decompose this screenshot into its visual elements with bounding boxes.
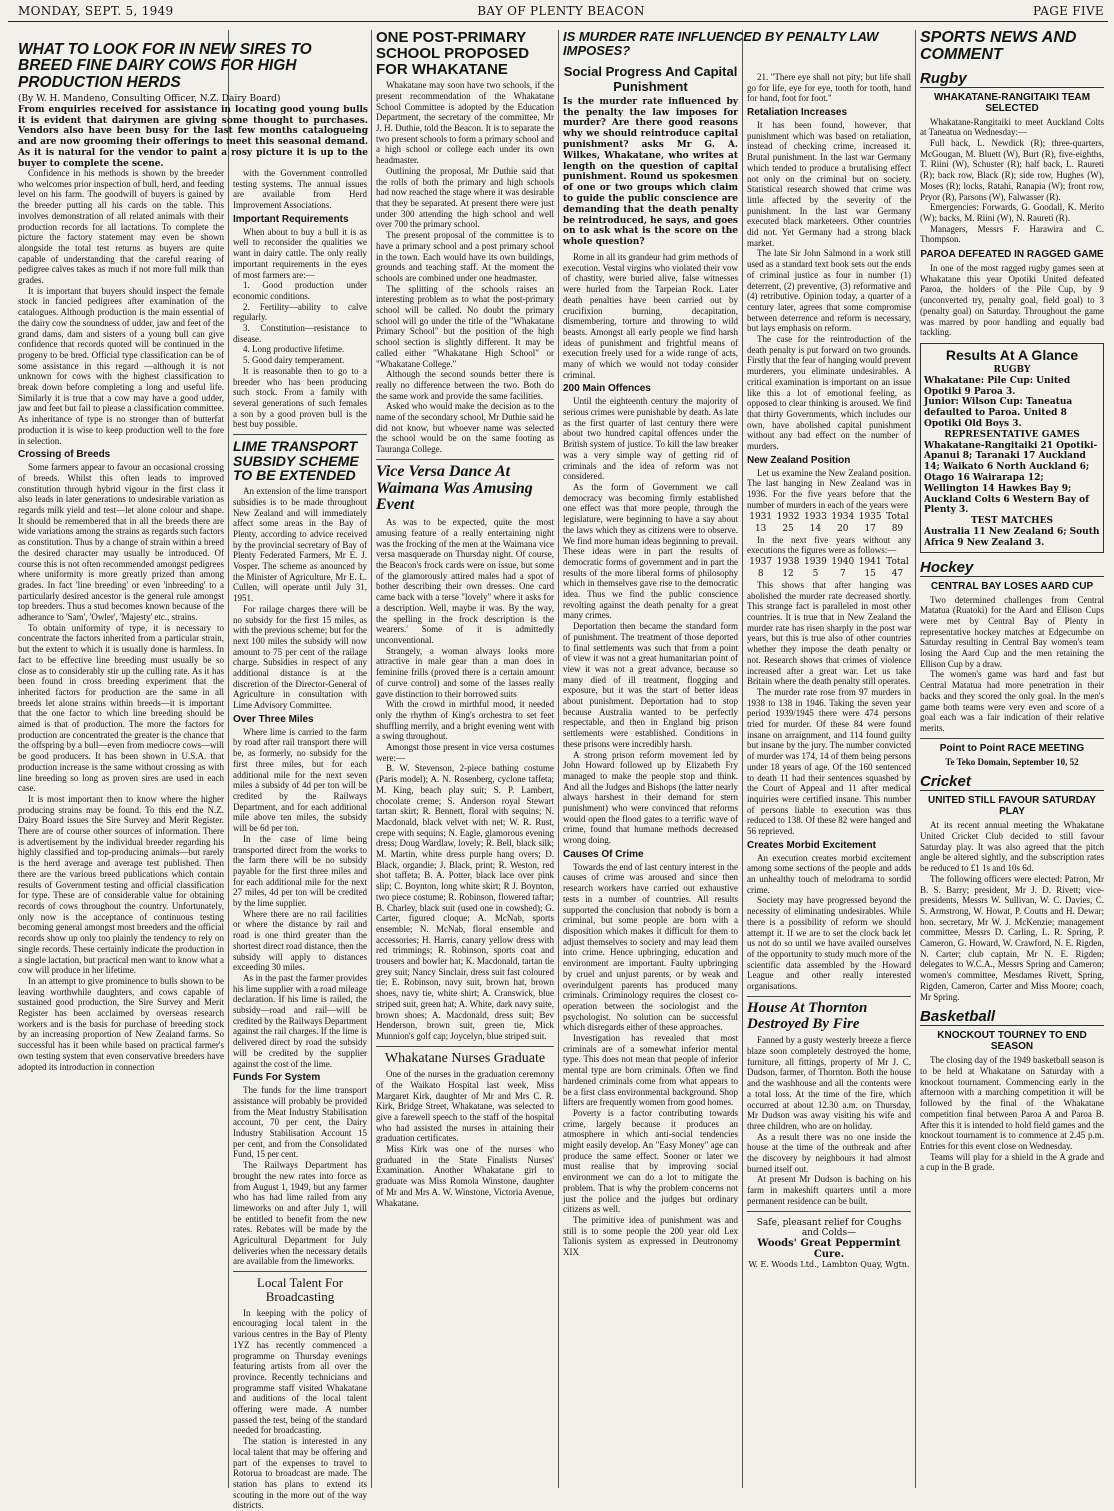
divider bbox=[747, 1211, 911, 1212]
article-paragraph: Full back, L. Newdick (R); three-quarters, McGougan, M. Bluett (W), Burt (R), five-eighths, T. Riini (W), Schuster (R); half back, L. Raureti (R); back row, Black (R); side row, Hughes (W), Moses (R); locks, Ratahi, Ranapia (W); front row, Pryor (R), Parsons (W), Falwasser (R). bbox=[920, 138, 1104, 202]
article-paragraph: Let us examine the New Zealand position. The last hanging in New Zealand was in 1936. For the five years before that the number of murders in each of the years were bbox=[747, 467, 911, 510]
article-paragraph: As a result there was no one inside the house at the time of the outbreak and after the discovery by neighbours it had almost burned itself out. bbox=[747, 1131, 911, 1174]
article-paragraph: The women's game was hard and fast but Central Matatua had more penetration in their backs and they scored the only goal. In the men's game both teams were very even and score of a goal each was a fair indication of their relative merits. bbox=[920, 669, 1104, 733]
advertisement bbox=[747, 1218, 911, 1269]
article-paragraph: It has been found, however, that punishment which was based on retaliation, instead of checking crime, increased it. Brutal punishment. In the last war Germany which tended to produce a brutalising effect not only on the criminal but on society. Statistical research showed that crime was little affected by the severity of the punishment. In the last war Germany executed black marketeers. Other countries did not. Yet Germany had a strong black market. bbox=[747, 120, 911, 248]
table-cell: 14 bbox=[809, 523, 822, 534]
table-cell: 1939 bbox=[803, 556, 827, 567]
table-cell: 20 bbox=[837, 523, 849, 534]
result-line: TEST MATCHES bbox=[970, 516, 1054, 527]
murders-table-before bbox=[747, 511, 911, 535]
masthead-rule bbox=[8, 21, 1108, 22]
table-cell: 1941 bbox=[858, 556, 882, 567]
subhead-crossing: Crossing of Breeds bbox=[18, 449, 111, 461]
table-cell: 12 bbox=[782, 568, 794, 579]
nurses-headline: Whakatane Nurses Graduate bbox=[384, 1050, 546, 1066]
article-paragraph: Asked who would make the decision as to the name of the secondary school, Mr Duthie said he did not know, but whoever name was selected the school would be on the same footing as Tauranga College. bbox=[376, 401, 554, 455]
subhead-causes: Causes Of Crime bbox=[563, 848, 644, 860]
table-cell: 17 bbox=[864, 523, 876, 534]
table-cell: 89 bbox=[891, 523, 904, 534]
school-headline: ONE POST-PRIMARY SCHOOL PROPOSED FOR WHAKATANE bbox=[376, 29, 530, 78]
article-paragraph: Fanned by a gusty westerly breeze a fierce blaze soon completely destroyed the home, furniture, all fittings, property of Mr J. C. Dudson, farmer, of Thornton. Both the house and the washhouse and all the contents were a total loss. At the time of the fire, which occurred at about 12.30 a.m. on Thursday, Mr Dudson was away visiting his wife and three children, who are on holiday. bbox=[747, 1035, 911, 1131]
sires-header bbox=[18, 30, 368, 190]
table-cell: 7 bbox=[839, 568, 846, 579]
result-line: Australia 11 New Zealand 6; South Africa 9 New Zealand 3. bbox=[924, 526, 1100, 548]
table-row bbox=[747, 511, 911, 523]
lime-headline: LIME TRANSPORT SUBSIDY SCHEME TO BE EXTENDED bbox=[233, 438, 359, 484]
nz-mid-text: In the next five years without any executions the figures were as follows:— bbox=[747, 534, 911, 556]
table-cell: 15 bbox=[864, 568, 876, 579]
subhead-retaliation: Retaliation Increases bbox=[747, 107, 848, 119]
column-sports bbox=[920, 30, 1104, 1488]
article-paragraph: B. W. Stevenson, 2-piece bathing costume (Paris model); A. N. Rosenberg, cyclone taffeta; M. King, beach play suit; S. P. Lambert, chocolate creme; S. Anderson royal Stewart tartan skirt; R. Bennett, floral with sequins; N. Macdonald, black velvet with net; W. R. Rust, crepe with sequins; N. Eagle, glamorous evening dress; Doug Wardlaw, lovely; R. Bell, black silk; M. Martin, white dress purple hang overs; D. Black, organdie; J. Black, print; R. Weston, red shot taffeta; B. A. Potter, black lace over pink slip; C. Boynton, long white skirt; R J. Boynton, two piece costume; R. Robinson, flowered taftar; B. Charley, black suit (used one in cowshed); G. Carter, figured cloque; A. McNab, sports ensemble; N. McNab, floral ensemble and accessories; H. Harris, canary yellow dress with red trimmings; R. Robinson, sports coat and trousers and bowler hat; K. Macdonald, tartan tie grey suit; Nancy Sinclair, dress suit fast coloured tie; E. Robinson, navy suit, brown hat, brown shoes, navy tie, white shirt; A. Cranswick, blue striped suit, green hat; A. White, dark navy suite, brown shoes; A. Macdonald, dress suit; Bev Henderson, brown suit, green tie, Mick Munnion's golf cap; Joycelyn, blue striped suit. bbox=[376, 763, 554, 1041]
issue-date: MONDAY, SEPT. 5, 1949 bbox=[18, 4, 174, 18]
murder-headline: IS MURDER RATE INFLUENCED BY PENALTY LAW IMPOSES? bbox=[563, 29, 879, 58]
divider bbox=[376, 1046, 554, 1047]
table-cell: 47 bbox=[891, 568, 904, 579]
article-paragraph: Deportation then became the standard form of punishment. The treatment of those deported to final settlements was such that from a point of view it was not a great humanitarian point of view it was not a great advance, because so many died of ill treatment, flogging and exposure, but it was the start of better ideas about punishment. Deportation had to stop because Australia wanted to be perfectly respectable, and then in England big prison settlements were established. Conditions in these prisons were incredibly harsh. bbox=[563, 621, 738, 749]
section-basketball: Basketball bbox=[920, 1008, 1104, 1026]
column-3 bbox=[376, 30, 554, 1488]
page-number: PAGE FIVE bbox=[1033, 4, 1104, 18]
murder-subtitle: Social Progress And Capital Punishment bbox=[563, 64, 738, 94]
table-cell: 1934 bbox=[831, 511, 855, 522]
article-paragraph: When about to buy a bull it is as well to reconsider the qualities we want in dairy cattle. The only really important requirements in the eyes of most farmers are:— bbox=[233, 226, 367, 280]
article-paragraph: In one of the most ragged rugby games seen at Whakatane this year Opotiki United defeated Paroa, the holders of the Pile Cup, by 9 (unconverted try, penalty goal, field goal) to 3 (penalty goal) on Saturday. Throughout the game was marred by poor handling and equally bad tackling. bbox=[920, 263, 1104, 338]
article-paragraph: Two determined challenges from Central Matatua (Ruatoki) for the Aard and Ellison Cups were met by Central Bay of Plenty in representative hockey matches at Edgecumbe on Saturday resulting in Central Bay women's team losing the Aard Cup and the men retaining the Ellison Cup by a draw. bbox=[920, 594, 1104, 669]
table-cell: 1935 bbox=[858, 511, 882, 522]
divider bbox=[233, 1271, 367, 1272]
column-rule bbox=[915, 30, 916, 1488]
article-paragraph: With the crowd in mirthful mood, it needed only the rhythm of King's orchestra to set feet shuffling merrily, and a bright evening went with a swing throughout. bbox=[376, 699, 554, 742]
sports-title: SPORTS NEWS AND COMMENT bbox=[920, 29, 1077, 63]
article-paragraph: It is most important then to know where the higher producing strains may be found. To this end the N.Z. Dairy Board issues the Sire Survey and Merit Register. There are of course other sources of information. There is advertisement by the individual breeder regarding his highly classified and top-producing animals—but rarely is the herd average and average test published. Then there are the various breed publications which contain results of Government testing and official classification for type. These are of considerable value for obtaining records of cows throughout the country. Unfortunately, only now is the acceptance of continuous testing becoming general amongst most breeders and the official records show up only too plainly the tendency to rely on single records. These certainly indicate the production in a single lactation, but practical men want to know what a cow will produce in her lifetime. bbox=[18, 793, 225, 976]
article-paragraph: In the case of lime being transported direct from the works to the farm there will be no subsidy payable for the first three miles and for each additional mile for the next 27 miles, 4d per ton will be credited by the lime supplier. bbox=[233, 833, 367, 909]
article-paragraph: As was to be expected, quite the most amusing feature of a really entertaining night was the frocking of the men at the Waimana vice versa masquerade on Thursday night. Of course, the Beacon's frock cards were on issue, but some of the glamorously attired males had a spot of bother describing their own dresses. One card came back with a terse "lovely" where it asks for a description. Well, maybe it was. By the way, the spelling in the frock description is the wearers.' Some of it is admittedly unconventional. bbox=[376, 517, 554, 645]
sires-headline: WHAT TO LOOK FOR IN NEW SIRES TO BREED FINE DAIRY COWS FOR HIGH PRODUCTION HERDS bbox=[18, 41, 312, 91]
result-line: Whakatane-Rangitaiki 21 Opotiki-Apanui 8; Taranaki 17 Auckland 14; Waikato 6 North Auckland 6; Otago 16 Wairarapa 12; Wellington 14 Hawkes Bay 9; Auckland Colts 6 Western Bay of Plenty 3. bbox=[924, 440, 1098, 516]
article-paragraph: Strangely, a woman always looks more attractive in male gear than a man does in feminine frills (proved there is a certain amount of curve control) and some of the lasses really gave distinction to their borrowed suits bbox=[376, 645, 554, 699]
murders-table-after bbox=[747, 556, 911, 580]
article-paragraph: The present proposal of the committee is to have a primary school and a post primary school in the town. Each would have its own buildings, grounds and teaching staff. At the moment the schools are combined under one headmaster. bbox=[376, 230, 554, 283]
article-paragraph: Amongst those present in vice versa costumes were:— bbox=[376, 742, 554, 763]
subhead-morbid: Creates Morbid Excitement bbox=[747, 839, 876, 851]
article-paragraph: Poverty is a factor contributing towards crime, largely because it produces an atmosphere in which anti-social tendencies might easily develop. An "Easy Money" age can produce the same effect. Sooner or later we must realise that by improving social environment we can do a lot to mitigate the problem. That is why the problem concerns not just the police and the judges but ordinary citizens as well. bbox=[563, 1107, 738, 1215]
column-2 bbox=[233, 168, 367, 1511]
article-paragraph: The following officers were elected: Patron, Mr B. S. Barry; president, Mr J. D. Rivett; vice-presidents, Messrs W. Sullivan, W. C. Davies, C. S. Armstrong, W. Howat, P. Coutts and H. Dewar; hon. secretary, Mr W. J. McKenzie; management committee, Messrs D. Carling, L. R. Spring, P. Cameron, G. Howard, W. Crawford, N. E. Rigden, N. Carter; club captain, Mr N. E. Rigden; delegates to W.C.A., Messrs Spring and Cameron; women's committee, Mesdames Rivett, Spring, Rigden, Cameron, Carter and Miss Moore; coach, Mr Spring. bbox=[920, 873, 1104, 1002]
article-paragraph: 1. Good production under economic conditions. bbox=[233, 280, 367, 301]
section-hockey: Hockey bbox=[920, 559, 1104, 577]
subhead-three-miles: Over Three Miles bbox=[233, 713, 314, 725]
cricket-headline: UNITED STILL FAVOUR SATURDAY PLAY bbox=[928, 795, 1096, 818]
article-paragraph: The murder rate rose from 97 murders in 1938 to 138 in 1946. Taking the seven year period 1939/1945 there were 474 persons tried for murder. Of these 84 were found insane on arraignment, and 114 found guilty but insane by the jury. The number convicted of murder was 174, 14 of them being persons under 18 years of age. Of the 160 sentenced to death 11 had their sentences squashed by the Court of Appeal and 11 after medical inquiries were certified insane. This number of persons liable to execution was thus reduced to 138. Of these 82 were hanged and 56 reprieved. bbox=[747, 686, 911, 837]
article-paragraph: Although the second sounds better there is really no difference between the two. Both do the same work and provide the same facilities. bbox=[376, 369, 554, 401]
column-rule bbox=[742, 30, 743, 1488]
article-paragraph: Outlining the proposal, Mr Duthie said that the rolls of both the primary and high schools had now reached the stage where it was desirable that they be separated. At present there were just under 300 attending the high school and well over 700 the primary school. bbox=[376, 165, 554, 230]
subhead-requirements: Important Requirements bbox=[233, 213, 349, 225]
divider bbox=[376, 459, 554, 460]
column-rule bbox=[228, 30, 229, 1488]
article-paragraph: The funds for the lime transport assistance will probably be provided from the Meat Industry Stabilisation account, 70 per cent, the Dairy Industry Stabilisation Account 15 per cent, and from the Consolidated Fund, 15 per cent. bbox=[233, 1085, 367, 1160]
article-paragraph: 5. Good dairy temperament. bbox=[243, 355, 345, 366]
sires-lead: From enquiries received for assistance in locating good young bulls it is evident that dairymen are giving some thought to purchases. Vendors also have been busy for the last few months catalogueing and are now grooming their offerings to meet this seasonal demand. As it is natural for the vendor to paint a rosy picture it is up to the buyer to complete the scene. bbox=[18, 104, 368, 169]
article-paragraph: The Railways Department has brought the new rates into force as from August 1, 1949, but any farmer who has had lime railed from any limeworks on and after July 1, will be entitled to benefit from the new rates. Rebates will be made by the Agricultural Department for July deliveries when the necessary details are available from the limeworks. bbox=[233, 1160, 367, 1267]
section-cricket: Cricket bbox=[920, 773, 1104, 791]
article-paragraph: 4. Long productive lifetime. bbox=[243, 344, 345, 355]
article-paragraph: The station is interested in any local talent that may be offering and part of the expenses to travel to Rotorua to broadcast are made. The station has plans to extend its scouting in the more out of the way districts. bbox=[233, 1436, 367, 1511]
article-paragraph: This shows that after hanging was abolished the murder rate decreased shortly. This strange fact is paralleled in most other countries. It is true that in New Zealand the murder rate has risen sharply in the post war years, but this is true also of other countries whether they impose the death penalty or not. Research shows that crimes of violence increased after a great war. Let us take Britain where the death penalty still operates. bbox=[747, 579, 911, 687]
table-cell: 1933 bbox=[803, 511, 827, 522]
article-paragraph: 21. "There eye shall not pity; but life shall go for life, eye for eye, tooth for tooth, hand for hand, foot for foot." bbox=[747, 72, 911, 104]
divider bbox=[233, 434, 367, 435]
article-paragraph: Towards the end of last century interest in the causes of crime was aroused and since then research workers have carried out exhaustive tests in a number of countries. All results supported the conclusion that nobody is born a criminal, but some people are born with a disposition which makes it difficult for them to adjust themselves to society and may lead them into crime. Hence upbringing, education and environment are important. Faulty upbringing by cruel and unjust parents, or by weak and overindulgent parents has produced many criminals. Criminology requires the closest co-operation between the sociologist and the psychologist. No solution can be successful which disregards either of these approaches. bbox=[563, 861, 738, 1033]
results-title: Results At A Glance bbox=[945, 346, 1079, 363]
masthead bbox=[18, 4, 1104, 20]
article-paragraph: In keeping with the policy of encouraging local talent in the various centres in the Bay of Plenty 1YZ has recently commenced a programme on Thursday evenings featuring artists from all over the province. Recently technicians and programme staff visited Whakatane and auditions of the local talent offering were made. A number passed the test, being of the standard needed for broadcasting. bbox=[233, 1307, 367, 1436]
fire-headline: House At Thornton Destroyed By Fire bbox=[747, 999, 868, 1032]
subhead-funds: Funds For System bbox=[233, 1072, 321, 1084]
table-cell: 1932 bbox=[776, 511, 800, 522]
table-cell: 8 bbox=[757, 568, 764, 579]
table-cell: 25 bbox=[782, 523, 794, 534]
article-paragraph: 3. Constitution—resistance to disease. bbox=[233, 323, 367, 344]
table-cell: Total bbox=[886, 556, 909, 567]
article-paragraph: Whakatane-Rangitaiki to meet Auckland Colts at Taneatua on Wednesday:— bbox=[920, 116, 1104, 138]
article-paragraph: To obtain uniformity of type, it is necessary to concentrate the factors inherited from a particular strain, but the extent to which it is usually done is harmless. In fact to be effective line breeding must usually be so close as to considerably stir up the culling rate. As it has been found in cross breeding experiment that the inherited factors for production are the same in all breeds let alone strains within breeds—it is important that the one factor to which line breeding should be aimed is that of production. The more the factors for production are concentrated the greater is the chance that the offspring by a bull—even from mediocre cows—will be good producers. It has been shown in U.S.A. that production increase is the same without crossing as with line breeding so long as proven sires are used in each case. bbox=[18, 622, 224, 794]
article-paragraph: At its recent annual meeting the Whakatane United Cricket Club decided to still favour Saturday play. It was also agreed that the pitch angle be altered sightly, and the subscription rates be reduced to £1 1s and 10s 6d. bbox=[920, 820, 1104, 874]
article-paragraph: Teams will play for a shield in the A grade and a cup in the B grade. bbox=[920, 1151, 1104, 1173]
table-cell: 13 bbox=[754, 523, 767, 534]
article-paragraph: The closing day of the 1949 basketball season is to be held at Whakatane on Saturday with a knockout tournament. Commencing early in the afternoon with a marching competition it will be followed by the final of the Whakatane competition final between Paroa A and Paroa B. After this it is intended to hold field games and the knockout tournament is to commence at 2.45 p.m. Entries for this event close on Wednesday. bbox=[920, 1055, 1104, 1151]
article-paragraph: Rome in all its grandeur had grim methods of execution. Vestal virgins who violated their vow of chastity, were buried alive, false witnesses were hurled from the Tarpeian Rock. Later death penalties have been carried out by crucifixion burning, decapitation, dismembering, torture and throwing to wild beasts. Amongst all early people we find harsh ideas of punishment and frightful means of execution freely used for a wide range of acts, many of which we would not today consider criminal. bbox=[563, 252, 738, 380]
article-paragraph: As in the past the farmer provides his lime supplier with a road mileage declaration. If his lime is railed, the subsidy—road and rail—will be credited by the Railways Department against the rail charges. If the lime is delivered direct by road the subsidy will be credited by the supplier against the cost of the lime. bbox=[233, 972, 367, 1069]
ad-company: W. E. Woods Ltd., Lambton Quay, Wgtn. bbox=[748, 1259, 910, 1269]
results-box bbox=[920, 343, 1104, 553]
section-rugby: Rugby bbox=[920, 70, 1104, 88]
article-paragraph: A strong prison reform movement led by John Howard followed up by Elizabeth Fry managed to make the people stop and think. And all the Judges and Bishops (the latter nearly always harshest in their demand for stern punishment) who were convinced that reforms would open the flood gates to a terrific wave of crime, found that humane methods decreased wrong doing. bbox=[563, 749, 738, 846]
article-paragraph: with the Government controlled testing systems. The annual issues are available from Herd Improvement Associations. bbox=[233, 168, 367, 211]
table-cell: 1937 bbox=[749, 556, 773, 567]
dance-headline: Vice Versa Dance At Waimana Was Amusing Event bbox=[376, 462, 533, 514]
result-line: REPRESENTATIVE GAMES bbox=[944, 429, 1080, 440]
article-paragraph: The case for the reintroduction of the death penalty is put forward on two grounds. Firstly that the fear of hanging would prevent murderers, you eliminate undesirables. A critical examination is important on an issue like this a lot of emotional feeling, as opposed to clear thinking is aroused. We find that thirty Governments, which includes our own, have abolished capital punishment without any bad effect on the number of murders. bbox=[747, 334, 911, 452]
race-details: Te Teko Domain, September 10, 52 bbox=[945, 756, 1079, 767]
divider bbox=[920, 738, 1104, 739]
column-rule bbox=[558, 30, 559, 1488]
column-1 bbox=[18, 168, 224, 1488]
article-paragraph: Where lime is carried to the farm by road after rail transport there will be, as formerly, no subsidy for the first three miles, but for each additional mile for the next seven miles a subsidy of 4d per ton will be credited by the Railways Department, and for each additional mile above ten miles, the subsidy will be 6d per ton. bbox=[233, 726, 367, 834]
article-paragraph: The late Sir John Salmond in a work still used as a standard text book sets out the ends of criminal justice as four in number (1) deterrent, (2) preventive, (3) reformative and (4) retributive. Opinion today, a quarter of a century later, agrees that some compromise between deterrence and reform is necessary, but lays emphasis on reform. bbox=[747, 248, 911, 334]
article-paragraph: Investigation has revealed that most criminals are of a somewhat inferior mental type. This does not mean that people of inferior mental type are born criminals. Often we find hardened criminals come from what appears to be a first class environmental background. Shop lifters are frequently women from good homes. bbox=[563, 1033, 738, 1108]
column-5 bbox=[747, 72, 911, 1488]
table-cell: 1938 bbox=[776, 556, 800, 567]
aard-headline: CENTRAL BAY LOSES AARD CUP bbox=[930, 580, 1094, 592]
article-paragraph: The splitting of the schools raises an interesting problem as to what the post-primary school will be called. No doubt the primary school will go under the title of the "Whakatane Primary School" but the position of the high school section is slightly different. It may be called either "Whakatane High School" or "Whakatane College." bbox=[376, 283, 554, 369]
article-paragraph: An extension of the lime transport subsidies is to be made throughout New Zealand and will immediately affect some areas in the Bay of Plenty, according to advice received by the provincial secretary of Bay of Plenty Federated Farmers, Mr E. J. Vosper. The scheme as anounced by the Minister of Agriculture, Mr E. L. Cullen, will operate until July 31, 1951. bbox=[233, 486, 367, 604]
subhead-nz-position: New Zealand Position bbox=[747, 454, 851, 466]
article-paragraph: In an attempt to give prominence to bulls shown to be leaving worthwhile daughters, and cows capable of sustained good production, the Sire Survey and Merit Register has been acclaimed by overseas research workers and is the basis for purchase of breeding stock by an increasing proportion of New Zealand farms. So successful has it been while based on practical farmer's own testing system that even conservative breeders have adopted its introduction in connection bbox=[18, 975, 224, 1072]
article-paragraph: Some farmers appear to favour an occasional crossing of breeds. Whilst this often leads to improved constitution through hybrid vigour in the first class it also leads in later generations to undesirable variation as regards milk yield and test—let alone colour and shape. It should be remembered that in all the breeds there are wide variations among the strains as regards such factors as constitution. Thus by a change of strain within a breed the desired character may usually be introduced. Of course this is not often recommended amongst pedigrees where uniformity is more greatly prized than among grades. In fact 'line breeding' or even 'inbreeding' to a particularly desired ancestor is the general rule amongst top breeders. Thus a stud becomes known because of the adherance to 'Sam', 'Owler', 'Majesty' etc., strains. bbox=[18, 462, 224, 623]
race-headline: Point to Point RACE MEETING bbox=[939, 742, 1085, 754]
murder-lead: Is the murder rate influenced by the penalty the law imposes for murder? Are there good reasons why we should reintroduce capital punishment? asks Mr G. A. Wilkes, Whakatane, who writes at length on the question of capital punishment. Round us spokesmen of one or two groups which claim to guide the public conscience are demanding that the death penalty be reintroduced, he says, and goes on to ask what is the score on the whole question? bbox=[563, 96, 738, 248]
article-paragraph: One of the nurses in the graduation ceremony of the Waikato Hospital last week, Miss Margaret Kirk, daughter of Mr and Mrs C. R. Kirk, Bridge Street, Whakatane, was selected to give a farewell speech to the staff of the hospital who had assisted the nurses in attaining their graduation certificates. bbox=[376, 1069, 554, 1144]
subhead-offences: 200 Main Offences bbox=[563, 383, 651, 395]
table-row bbox=[747, 568, 911, 580]
result-line: RUGBY bbox=[993, 364, 1031, 375]
team-headline: WHAKATANE-RANGITAIKI TEAM SELECTED bbox=[933, 91, 1091, 114]
table-cell: 1931 bbox=[749, 511, 773, 522]
divider bbox=[747, 996, 911, 997]
result-line: Whakatane: Pile Cup: United Opotiki 9 Paroa 3. bbox=[924, 375, 1071, 397]
article-paragraph: Emergencies: Forwards, G. Goodall, K. Merito (W); backs, M. Riini (W), N. Raureti (R). bbox=[920, 202, 1104, 223]
article-paragraph: The primitive idea of punishment was and still is to some people the 200 year old Lex Talionis system as expressed in Deutronomy XIX bbox=[563, 1214, 738, 1258]
article-paragraph: Miss Kirk was one of the nurses who graduated in the State Finalists Nurses' Examination. Another Whakatane girl to graduate was Miss Romola Winstone, daughter of Mr and Mrs A. W. Winstone, Victoria Avenue, Whakatane. bbox=[376, 1144, 554, 1208]
knockout-headline: KNOCKOUT TOURNEY TO END SEASON bbox=[937, 1030, 1087, 1053]
column-rule bbox=[371, 30, 372, 1488]
article-paragraph: At present Mr Dudson is baching on his farm in makeshift quarters until a more permanent residence can be built. bbox=[747, 1174, 911, 1206]
article-paragraph: Managers, Messrs F. Harawira and C. Thompson. bbox=[920, 223, 1104, 245]
ad-product: Woods' Great Peppermint Cure. bbox=[757, 1237, 901, 1260]
article-paragraph: Whakatane may soon have two schools, if the present recommendation of the Whakatane School Committee is adopted by the Education Department, the secretary of the committee, Mr J. H. Duthie, told the Beacon. It is to separate the two present schools to form a primary school and a high school or college each under its own headmaster. bbox=[376, 80, 554, 166]
sires-byline: (By W. H. Mandeno, Consulting Officer, N.Z. Dairy Board) bbox=[18, 93, 281, 104]
article-paragraph: Society may have progressed beyond the necessity of eliminating undesirables. While there is a possibility of reform we should attempt it. If we are to set the clock back let us not do so until we have availed ourselves of the opportunity to study much more of the scientific data assembled by the Howard League and other really interested organisations. bbox=[747, 895, 911, 992]
article-paragraph: As the form of Government we call democracy was becoming firmly established one effect was that more people, through the legislature, were beginning to have a say about the laws which they as citizens were to observe. We find more human ideas beginning to prevail. These ideas were in part the results of democratic forms of government and in part the results of the more liberal forms of philosophy which in themselves gave rise to the democratic idea. Thus we find the public conscience revolting against the death penalty for a great many crimes. bbox=[563, 481, 738, 621]
article-paragraph: An execution creates morbid excitement among some sections of the people and adds an unhealthy touch of melodrama to sordid crime. bbox=[747, 852, 911, 895]
table-cell: 5 bbox=[812, 568, 819, 579]
table-cell: 1940 bbox=[831, 556, 855, 567]
article-paragraph: For railage charges there will be no subsidy for the first 15 miles, as with the previous scheme; but for the next 100 miles the subsidy will now amount to 75 per cent of the railage charge. Subsidies in respect of any additional distance is at the discretion of the Director-General of Agriculture in consultation with Lime Advisory Committee. bbox=[233, 603, 367, 711]
article-paragraph: It is reasonable then to go to a breeder who has been producing such stock. From a family with several generations of such females a son by a good proven bull is the best buy possible. bbox=[233, 365, 367, 430]
table-cell: Total bbox=[886, 511, 909, 522]
paroa-headline: PAROA DEFEATED IN RAGGED GAME bbox=[920, 249, 1104, 261]
article-paragraph: Confidence in his methods is shown by the breeder who welcomes prior inspection of bull, herd, and feeding level on his farm. The goodwill of buyers is gained by the breeder putting all his cards on the table. This involves demonstration of all related animals with their production records for all lactations. To complete the picture the factory statement may even be shown alongside the total test returns as buyers are quite capable of understanding that the careful rearing of pedigree calves takes as much if not more full milk than grades. bbox=[18, 168, 224, 286]
article-paragraph: 2. Fertility—ability to calve regularly. bbox=[233, 301, 367, 323]
table-row bbox=[747, 556, 911, 568]
article-paragraph: Until the eighteenth century the majority of serious crimes were punishable by death. As late as the first quarter of last century there were about two hundred capital offences under the British system of justice. To kill the law breaker was a very simple way of getting rid of criminals and the idea of reform was not considered. bbox=[563, 396, 738, 482]
article-paragraph: It is important that buyers should inspect the female stock in fancied pedigrees after examination of the catalogues. Although production is the main essential of the dairy cow the soundness of udder, jaw and feet of the grand dams, dam and sisters of a young bull can give confidence that records quoted will be continued in the progeny to be bred. Official type classification can be of some assistance in this regard —although it is not unknown for cows with the highest classification to break down before completing a long and useful life. Similarly it is true that a cow may have a good udder, jaw and feet but fail to please a classification committee. As inheritance of type is no stronger than of butterfat production it is wise to keep production well to the fore in selection. bbox=[18, 285, 224, 446]
result-line: Junior: Wilson Cup: Taneatua defaulted to Paroa. United 8 Opotiki Old Boys 3. bbox=[924, 397, 1073, 429]
newspaper-name: BAY OF PLENTY BEACON bbox=[477, 4, 645, 18]
table-row bbox=[747, 523, 911, 535]
ad-line-1: Safe, pleasant relief for Coughs and Colds— bbox=[756, 1217, 902, 1238]
talent-headline: Local Talent For Broadcasting bbox=[256, 1275, 344, 1305]
article-paragraph: Where there are no rail facilities or where the distance by rail and road is one third greater than the shortest direct road distance, then the subsidy will apply to distances exceeding 30 miles. bbox=[233, 908, 367, 973]
